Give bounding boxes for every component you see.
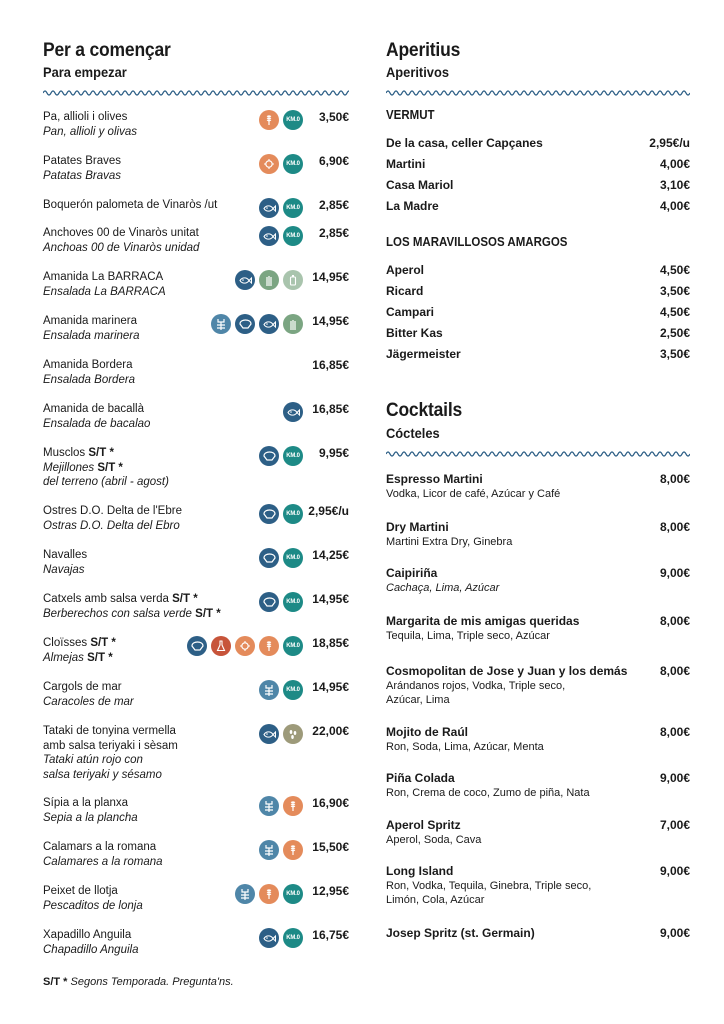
cocktail-name: Piña Colada	[386, 771, 455, 785]
item-translation-line2: salsa teriyaki y sésamo	[43, 768, 162, 781]
mollusc-icon	[259, 504, 279, 524]
item-name	[43, 840, 349, 855]
cocktail-item	[386, 926, 690, 941]
drink-item	[386, 178, 690, 192]
cocktail-ingredients: Ron, Crema de coco, Zumo de piña, Nata	[386, 787, 590, 799]
item-translation	[43, 329, 349, 344]
cocktail-item	[386, 614, 690, 643]
item-translation	[43, 241, 349, 256]
cocktail-price: 9,00€	[659, 771, 690, 785]
cocktails-subtitle: Cócteles	[386, 425, 440, 441]
cocktail-name: Long Island	[386, 864, 454, 878]
item-name	[43, 314, 349, 329]
cocktail-ingredients: Tequila, Lima, Triple seco, Azúcar	[386, 630, 550, 642]
footer-note	[43, 976, 234, 988]
item-translation-line2: del terreno (abril - agost)	[43, 476, 169, 488]
item-name-text: Sípia a la planxa	[43, 797, 129, 809]
sulphite-icon	[211, 636, 231, 656]
drink-name: Campari	[386, 305, 435, 319]
drink-price: 2,95€/u	[649, 136, 690, 150]
fish-icon	[259, 226, 279, 246]
item-translation-text: Caracoles de mar	[43, 695, 134, 708]
allergen-icons	[259, 446, 303, 466]
item-translation	[43, 899, 349, 914]
item-price: 14,95€	[312, 270, 349, 284]
item-price: 16,75€	[312, 928, 349, 942]
km0-label: KM.0	[286, 891, 300, 897]
item-price: 22,00€	[312, 724, 349, 738]
menu-item	[43, 636, 349, 665]
km0-icon	[283, 226, 303, 246]
cocktail-price: 9,00€	[659, 864, 690, 878]
drink-item	[386, 157, 690, 171]
cocktail-price: 8,00€	[659, 725, 690, 739]
km0-icon	[283, 636, 303, 656]
item-price: 18,85€	[312, 636, 349, 650]
fish-icon	[259, 928, 279, 948]
wheat-icon	[259, 636, 279, 656]
menu-item	[43, 884, 349, 913]
km0-label: KM.0	[286, 205, 300, 211]
drink-price: 3,50€	[659, 347, 690, 361]
item-name	[43, 110, 349, 125]
menu-item	[43, 358, 349, 387]
item-price: 14,95€	[312, 592, 349, 606]
menu-item	[43, 840, 349, 869]
item-translation-text: Chapadillo Anguila	[43, 943, 139, 956]
item-translation-text: Ensalada La BARRACA	[43, 285, 166, 298]
aperitius-subtitle: Aperitivos	[386, 64, 449, 80]
cocktail-ingredients-line2: Limón, Cola, Azúcar	[386, 894, 485, 906]
celery-icon	[283, 314, 303, 334]
item-translation-text: Navajas	[43, 563, 85, 576]
menu-item	[43, 592, 349, 621]
km0-icon	[283, 198, 303, 218]
starters-subtitle: Para empezar	[43, 64, 127, 80]
allergen-icons	[259, 198, 303, 218]
menu-item	[43, 504, 349, 533]
crustacean-icon	[259, 796, 279, 816]
cocktail-ingredients: Cachaça, Lima, Azúcar	[386, 582, 500, 594]
item-translation	[43, 169, 349, 184]
item-translation	[43, 373, 349, 388]
allergen-icons	[235, 884, 303, 904]
allergen-icon	[259, 154, 279, 174]
menu-item	[43, 446, 349, 490]
cocktail-name: Caipiriña	[386, 566, 438, 580]
season-badge: S/T *	[195, 607, 221, 620]
cocktail-name: Espresso Martini	[386, 472, 483, 486]
wave-divider	[386, 449, 690, 459]
item-translation	[43, 285, 349, 300]
drink-item	[386, 263, 690, 277]
km0-icon	[283, 592, 303, 612]
menu-item	[43, 680, 349, 709]
mollusc-icon	[235, 314, 255, 334]
km0-label: KM.0	[286, 935, 300, 941]
crustacean-icon	[211, 314, 231, 334]
item-translation	[43, 461, 349, 476]
item-translation-text: Tataki atún rojo con	[43, 754, 143, 766]
item-name-text: Cloïsses	[43, 637, 88, 649]
allergen-icons	[259, 796, 303, 816]
drink-name: Jägermeister	[386, 347, 461, 361]
allergen-icons	[259, 154, 303, 174]
drink-name: La Madre	[386, 199, 439, 213]
km0-icon	[283, 154, 303, 174]
item-translation	[43, 417, 349, 432]
drink-name: Casa Mariol	[386, 178, 454, 192]
allergen-icon	[235, 636, 255, 656]
fish-icon	[259, 724, 279, 744]
cocktail-ingredients: Ron, Soda, Lima, Azúcar, Menta	[386, 741, 544, 753]
menu-item	[43, 314, 349, 343]
cocktail-ingredients-line2: Azúcar, Lima	[386, 694, 450, 706]
cocktail-item	[386, 566, 690, 595]
cocktail-item	[386, 472, 690, 501]
drink-item	[386, 326, 690, 340]
item-translation-text: Sepia a la plancha	[43, 811, 138, 824]
drink-price: 2,50€	[659, 326, 690, 340]
drink-price: 3,10€	[659, 178, 690, 192]
item-name	[43, 504, 349, 519]
item-translation	[43, 753, 349, 768]
km0-icon	[283, 928, 303, 948]
item-translation	[43, 855, 349, 870]
item-name-text: Amanida La BARRACA	[43, 271, 164, 283]
item-name-text: Anchoves 00 de Vinaròs unitat	[43, 227, 199, 239]
km0-icon	[283, 884, 303, 904]
item-name-text: Tataki de tonyina vermella	[43, 725, 176, 737]
menu-item	[43, 198, 349, 213]
item-name-text: Xapadillo Anguila	[43, 929, 132, 941]
drink-price: 4,00€	[659, 199, 690, 213]
menu-item	[43, 548, 349, 577]
wheat-icon	[259, 884, 279, 904]
km0-icon	[283, 110, 303, 130]
item-name	[43, 198, 349, 213]
cocktail-item	[386, 771, 690, 800]
menu-item	[43, 226, 349, 255]
km0-label: KM.0	[286, 555, 300, 561]
item-name	[43, 724, 349, 739]
wave-divider	[386, 88, 690, 98]
item-translation-text: Ensalada de bacalao	[43, 417, 151, 430]
item-translation-text: Pescaditos de lonja	[43, 899, 143, 912]
item-translation-text: Anchoas 00 de Vinaròs unidad	[43, 241, 200, 254]
item-name	[43, 270, 349, 285]
item-price: 16,85€	[312, 402, 349, 416]
item-translation	[43, 943, 349, 958]
allergen-icons	[259, 548, 303, 568]
item-price: 2,85€	[318, 198, 349, 212]
item-name	[43, 548, 349, 563]
item-translation	[43, 563, 349, 578]
mustard-icon	[283, 270, 303, 290]
item-translation-text: Patatas Bravas	[43, 169, 121, 182]
item-translation-text: Ensalada Bordera	[43, 373, 136, 386]
drink-name: Ricard	[386, 284, 424, 298]
item-name	[43, 928, 349, 943]
cocktail-ingredients: Arándanos rojos, Vodka, Triple seco,	[386, 680, 566, 692]
allergen-icons	[259, 504, 303, 524]
cocktail-name: Aperol Spritz	[386, 818, 461, 832]
item-name-text: Amanida marinera	[43, 315, 137, 327]
cocktail-item	[386, 520, 690, 549]
allergen-icons	[211, 314, 303, 334]
wheat-icon	[283, 796, 303, 816]
drink-price: 3,50€	[659, 284, 690, 298]
cocktail-name: Dry Martini	[386, 520, 449, 534]
allergen-icons	[259, 110, 303, 130]
season-badge: S/T *	[97, 461, 123, 474]
wave-divider	[43, 88, 349, 98]
menu-item	[43, 110, 349, 139]
km0-label: KM.0	[286, 453, 300, 459]
item-translation-text: Almejas	[43, 651, 84, 664]
drink-item	[386, 305, 690, 319]
item-name	[43, 592, 349, 607]
item-name-text: Ostres D.O. Delta de l'Ebre	[43, 505, 182, 517]
celery-icon	[259, 270, 279, 290]
km0-icon	[283, 680, 303, 700]
item-translation	[43, 695, 349, 710]
allergen-icons	[259, 840, 303, 860]
wheat-icon	[283, 840, 303, 860]
cocktail-price: 8,00€	[659, 664, 690, 678]
menu-item	[43, 154, 349, 183]
fish-icon	[259, 198, 279, 218]
season-badge: S/T *	[90, 637, 116, 649]
allergen-icons	[259, 724, 303, 744]
footer-text: Segons Temporada. Pregunta'ns.	[70, 976, 234, 988]
menu-item	[43, 402, 349, 431]
item-translation-text: Ostras D.O. Delta del Ebro	[43, 519, 180, 532]
item-price: 12,95€	[312, 884, 349, 898]
item-price: 14,95€	[312, 314, 349, 328]
cocktail-price: 9,00€	[659, 566, 690, 580]
item-name	[43, 446, 349, 461]
vermut-heading: VERMUT	[386, 108, 435, 122]
cocktail-price: 8,00€	[659, 520, 690, 534]
item-price: 9,95€	[318, 446, 349, 460]
cocktail-name: Mojito de Raúl	[386, 725, 468, 739]
crustacean-icon	[235, 884, 255, 904]
item-translation	[43, 519, 349, 534]
fish-icon	[283, 402, 303, 422]
drink-name: Martini	[386, 157, 426, 171]
starters-title: Per a començar	[43, 40, 171, 61]
menu-item	[43, 928, 349, 957]
season-badge: S/T *	[172, 593, 198, 605]
allergen-icons	[259, 592, 303, 612]
item-name-text: Amanida de bacallà	[43, 403, 145, 415]
drink-item	[386, 347, 690, 361]
item-name-text: Navalles	[43, 549, 88, 561]
drink-price: 4,50€	[659, 305, 690, 319]
cocktail-price: 8,00€	[659, 472, 690, 486]
fish-icon	[235, 270, 255, 290]
menu-item	[43, 796, 349, 825]
sesame-icon	[283, 724, 303, 744]
km0-label: KM.0	[286, 687, 300, 693]
km0-icon	[283, 548, 303, 568]
drink-name: De la casa, celler Capçanes	[386, 136, 543, 150]
drink-item	[386, 199, 690, 213]
fish-icon	[259, 314, 279, 334]
item-name-text: Cargols de mar	[43, 681, 122, 693]
drink-price: 4,00€	[659, 157, 690, 171]
item-price: 15,50€	[312, 840, 349, 854]
cocktail-item	[386, 664, 690, 707]
km0-label: KM.0	[286, 643, 300, 649]
item-price: 16,85€	[312, 358, 349, 372]
item-name	[43, 154, 349, 169]
mollusc-icon	[259, 592, 279, 612]
allergen-icons	[235, 270, 303, 290]
drink-item	[386, 284, 690, 298]
item-price: 2,95€/u	[308, 504, 349, 518]
item-name-text: Musclos	[43, 447, 86, 459]
drink-price: 4,50€	[659, 263, 690, 277]
aperitius-title: Aperitius	[386, 40, 461, 61]
item-name-text: Amanida Bordera	[43, 359, 133, 371]
item-translation-text: Berberechos con salsa verde	[43, 607, 192, 620]
mollusc-icon	[259, 548, 279, 568]
item-translation	[43, 125, 349, 140]
item-price: 6,90€	[318, 154, 349, 168]
item-name-text: Patates Braves	[43, 155, 121, 167]
item-price: 14,95€	[312, 680, 349, 694]
cocktail-ingredients: Ron, Vodka, Tequila, Ginebra, Triple seco,	[386, 880, 592, 892]
cocktail-ingredients: Aperol, Soda, Cava	[386, 834, 482, 846]
footer-badge: S/T *	[43, 976, 68, 988]
item-price: 14,25€	[312, 548, 349, 562]
item-price: 2,85€	[318, 226, 349, 240]
cocktail-ingredients: Vodka, Licor de café, Azúcar y Café	[386, 488, 561, 500]
crustacean-icon	[259, 680, 279, 700]
drink-name: Bitter Kas	[386, 326, 443, 340]
menu-item	[43, 270, 349, 299]
km0-label: KM.0	[286, 511, 300, 517]
allergen-icons	[259, 680, 303, 700]
menu-item	[43, 724, 349, 782]
item-name	[43, 358, 349, 373]
item-translation	[43, 607, 349, 622]
item-name	[43, 226, 349, 241]
season-badge: S/T *	[87, 651, 113, 664]
wheat-icon	[259, 110, 279, 130]
item-translation-text: Ensalada marinera	[43, 329, 140, 342]
item-name-text: Pa, allioli i olives	[43, 111, 128, 123]
mollusc-icon	[259, 446, 279, 466]
cocktail-item	[386, 725, 690, 754]
cocktail-name: Cosmopolitan de Jose y Juan y los demás	[386, 664, 628, 678]
cocktail-ingredients: Martini Extra Dry, Ginebra	[386, 536, 513, 548]
item-translation-text: Pan, allioli y olivas	[43, 125, 137, 138]
km0-label: KM.0	[286, 233, 300, 239]
allergen-icons	[187, 636, 303, 656]
item-price: 3,50€	[318, 110, 349, 124]
km0-label: KM.0	[286, 161, 300, 167]
cocktail-price: 9,00€	[659, 926, 690, 940]
allergen-icons	[283, 402, 303, 422]
drink-item	[386, 136, 690, 150]
item-translation-text: Mejillones	[43, 461, 95, 474]
allergen-icons	[259, 928, 303, 948]
cocktails-title: Cocktails	[386, 400, 463, 421]
item-name-text: Boquerón palometa de Vinaròs /ut	[43, 199, 218, 211]
km0-icon	[283, 446, 303, 466]
item-price: 16,90€	[312, 796, 349, 810]
item-name-text: Calamars a la romana	[43, 841, 157, 853]
cocktail-item	[386, 818, 690, 847]
item-name-text: Peixet de llotja	[43, 885, 118, 897]
cocktail-name: Josep Spritz (st. Germain)	[386, 926, 535, 940]
km0-icon	[283, 504, 303, 524]
cocktail-price: 7,00€	[659, 818, 690, 832]
cocktail-price: 8,00€	[659, 614, 690, 628]
season-badge: S/T *	[88, 447, 114, 459]
item-translation	[43, 811, 349, 826]
mollusc-icon	[187, 636, 207, 656]
km0-label: KM.0	[286, 599, 300, 605]
item-name-text: Catxels amb salsa verda	[43, 593, 169, 605]
crustacean-icon	[259, 840, 279, 860]
item-name	[43, 680, 349, 695]
item-name	[43, 402, 349, 417]
item-name	[43, 796, 349, 811]
cocktail-name: Margarita de mis amigas queridas	[386, 614, 580, 628]
item-name	[43, 884, 349, 899]
km0-label: KM.0	[286, 117, 300, 123]
item-translation-text: Calamares a la romana	[43, 855, 163, 868]
allergen-icons	[259, 226, 303, 246]
amargos-heading: LOS MARAVILLOSOS AMARGOS	[386, 235, 568, 249]
drink-name: Aperol	[386, 263, 425, 277]
item-name-line2: amb salsa teriyaki i sèsam	[43, 739, 178, 752]
cocktail-item	[386, 864, 690, 907]
